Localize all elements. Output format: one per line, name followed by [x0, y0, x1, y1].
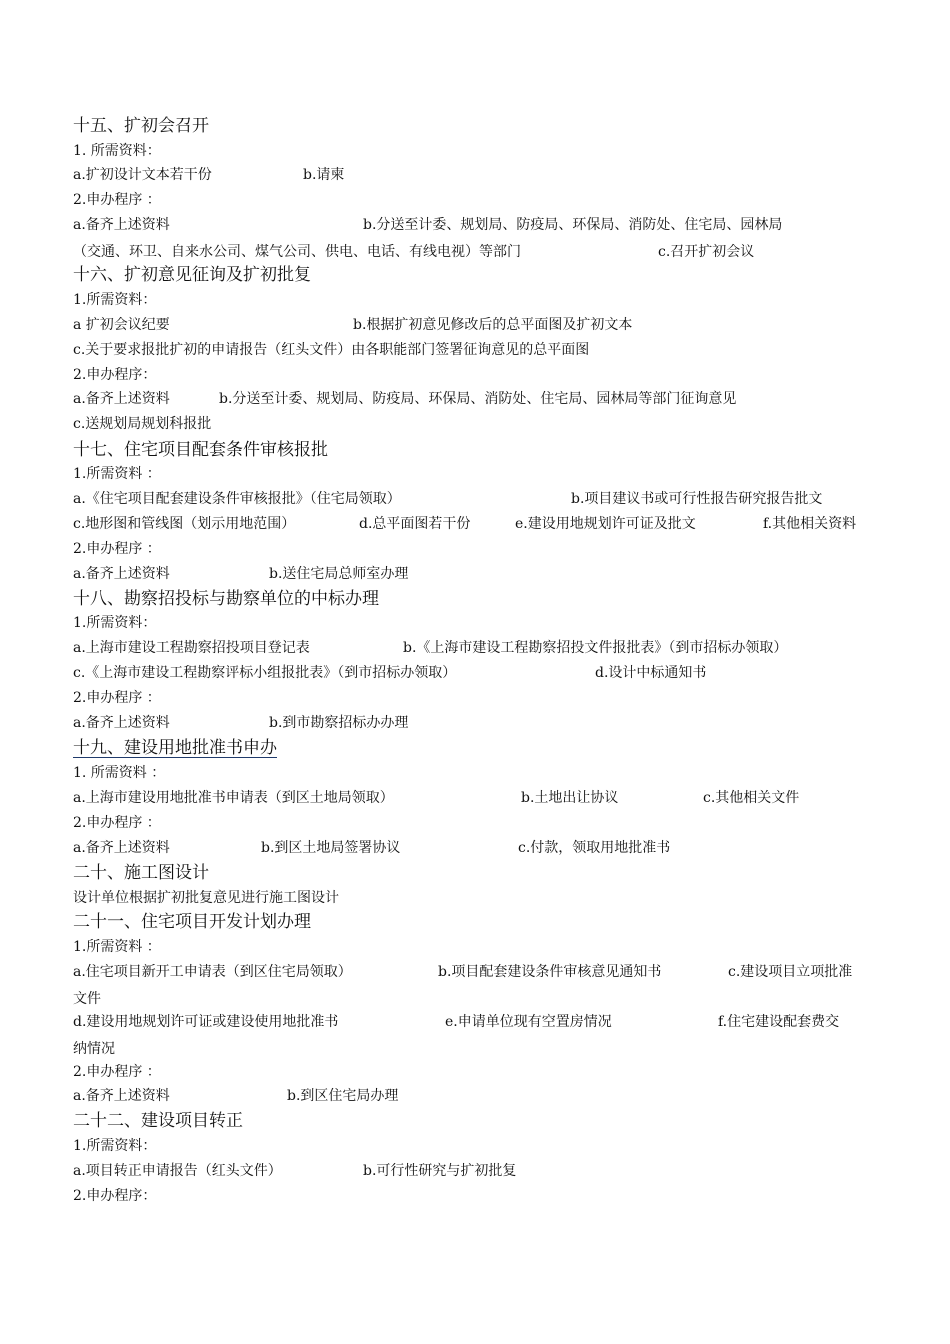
list-item: a 扩初会议纪要 [73, 317, 170, 333]
list-item: c.其他相关文件 [703, 790, 800, 806]
list-item: a.备齐上述资料 [73, 840, 170, 856]
materials-label: 1.所需资料 ： [73, 466, 161, 482]
materials-label: 1.所需资料： [73, 292, 157, 308]
materials-label: 1. 所需资料 ： [73, 765, 166, 781]
list-item: b.到区住宅局办理 [287, 1088, 399, 1104]
list-item: c.关于要求报批扩初的申请报告（红头文件）由各职能部门签署征询意见的总平面图 [73, 342, 590, 358]
list-item: a.备齐上述资料 [73, 715, 170, 731]
procedure-label: 2.申办程序 ： [73, 690, 161, 706]
list-item: b.可行性研究与扩初批复 [363, 1163, 517, 1179]
list-item: b.项目建议书或可行性报告研究报告批文 [571, 491, 823, 507]
list-item: c.召开扩初会议 [658, 244, 755, 260]
list-item: c.建设项目立项批准 [728, 964, 853, 980]
list-item: f.住宅建设配套费交 [718, 1014, 840, 1030]
list-item: a.上海市建设用地批准书申请表（到区土地局领取） [73, 790, 394, 806]
section-title: 十六、扩初意见征询及扩初批复 [73, 265, 311, 285]
list-item: a.项目转正申请报告（红头文件） [73, 1163, 282, 1179]
list-item: b.《上海市建设工程勘察招投文件报批表》（到市招标办领取） [403, 640, 788, 656]
section-title: 二十一、住宅项目开发计划办理 [73, 912, 311, 932]
body-text: 设计单位根据扩初批复意见进行施工图设计 [73, 890, 339, 906]
materials-label: 1.所需资料： [73, 1138, 157, 1154]
list-item: d.设计中标通知书 [595, 665, 707, 681]
procedure-label: 2.申办程序 ： [73, 192, 161, 208]
list-item: a.《住宅项目配套建设条件审核报批》（住宅局领取） [73, 491, 401, 507]
list-item: d.总平面图若干份 [359, 516, 471, 532]
list-item: b.项目配套建设条件审核意见通知书 [438, 964, 662, 980]
section-title: 二十、施工图设计 [73, 863, 209, 883]
materials-label: 1.所需资料 ： [73, 939, 161, 955]
list-item: b.分送至计委、规划局、防疫局、环保局、消防处、住宅局、园林局等部门征询意见 [219, 391, 737, 407]
list-item: b.到区土地局签署协议 [261, 840, 401, 856]
procedure-label: 2.申办程序： [73, 1188, 157, 1204]
list-item: e.申请单位现有空置房情况 [445, 1014, 612, 1030]
list-item: c.地形图和管线图（划示用地范围） [73, 516, 296, 532]
procedure-label: 2.申办程序 ： [73, 815, 161, 831]
list-item: c.付款，领取用地批准书 [518, 840, 671, 856]
list-item: d.建设用地规划许可证或建设使用地批准书 [73, 1014, 339, 1030]
list-item: b.请柬 [303, 167, 345, 183]
procedure-label: 2.申办程序 ： [73, 541, 161, 557]
list-item: b.根据扩初意见修改后的总平面图及扩初文本 [353, 317, 633, 333]
list-item-continued: （交通、环卫、自来水公司、煤气公司、供电、电话、有线电视）等部门 [73, 244, 521, 260]
procedure-label: 2.申办程序 ： [73, 1064, 161, 1080]
procedure-label: 2.申办程序： [73, 367, 157, 383]
materials-label: 1. 所需资料： [73, 143, 161, 159]
list-item: c.送规划局规划科报批 [73, 416, 212, 432]
list-item-continued: 纳情况 [73, 1041, 115, 1057]
list-item: a.扩初设计文本若干份 [73, 167, 212, 183]
materials-label: 1.所需资料： [73, 615, 157, 631]
list-item: e.建设用地规划许可证及批文 [515, 516, 696, 532]
section-title: 十七、住宅项目配套条件审核报批 [73, 440, 328, 460]
list-item-continued: 文件 [73, 991, 101, 1007]
list-item: b.土地出让协议 [521, 790, 619, 806]
list-item: a.备齐上述资料 [73, 217, 170, 233]
list-item: b.到市勘察招标办办理 [269, 715, 409, 731]
list-item: a.备齐上述资料 [73, 1088, 170, 1104]
section-title: 二十二、建设项目转正 [73, 1111, 243, 1131]
list-item: f.其他相关资料 [763, 516, 857, 532]
section-title: 十五、扩初会召开 [73, 116, 209, 136]
section-title: 十九、建设用地批准书申办 [73, 738, 277, 758]
list-item: c.《上海市建设工程勘察评标小组报批表》（到市招标办领取） [73, 665, 457, 681]
list-item: a.备齐上述资料 [73, 566, 170, 582]
list-item: a.住宅项目新开工申请表（到区住宅局领取） [73, 964, 352, 980]
list-item: b.分送至计委、规划局、防疫局、环保局、消防处、住宅局、园林局 [363, 217, 783, 233]
list-item: b.送住宅局总师室办理 [269, 566, 409, 582]
list-item: a.上海市建设工程勘察招投项目登记表 [73, 640, 310, 656]
section-title: 十八、勘察招投标与勘察单位的中标办理 [73, 589, 379, 609]
list-item: a.备齐上述资料 [73, 391, 170, 407]
